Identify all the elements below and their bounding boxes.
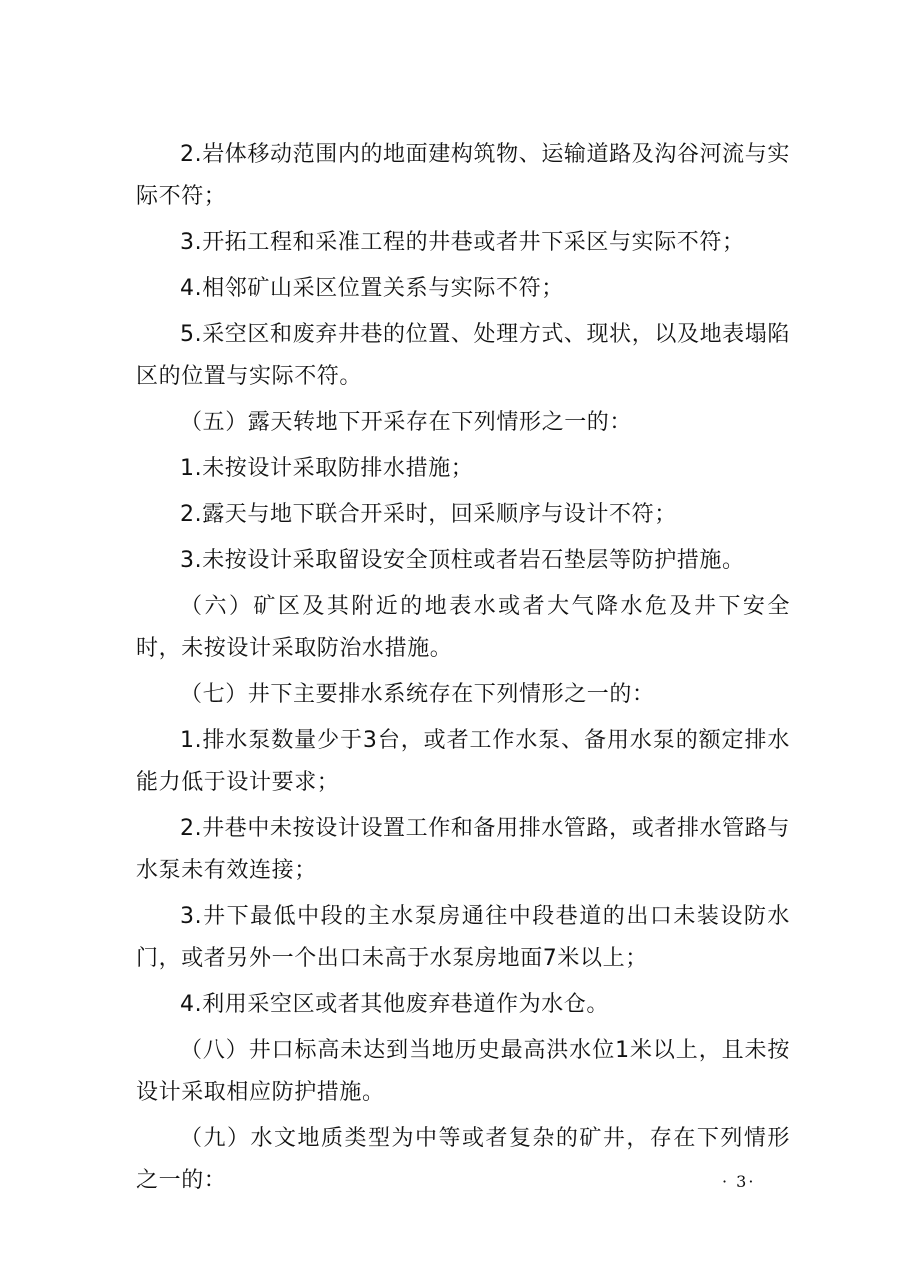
section-heading: （七）井下主要排水系统存在下列情形之一的：	[180, 682, 655, 707]
paragraph: 5.采空区和废弃井巷的位置、处理方式、现状，以及地表塌陷区的位置与实际不符。	[136, 322, 790, 389]
paragraph: 2.露天与地下联合开采时，回采顺序与设计不符；	[180, 502, 677, 527]
document-body	[136, 134, 790, 1206]
section-heading: （八）井口标高未达到当地历史最高洪水位1米以上，且未按设计采取相应防护措施。	[136, 1038, 790, 1105]
page-number: · 3·	[722, 1172, 756, 1191]
paragraph: 3.井下最低中段的主水泵房通往中段巷道的出口未装设防水门，或者另外一个出口未高于水泵房地面7米以上；	[136, 904, 790, 971]
paragraph: 4.利用采空区或者其他废弃巷道作为水仓。	[180, 992, 609, 1017]
paragraph: 2.井巷中未按设计设置工作和备用排水管路，或者排水管路与水泵未有效连接；	[136, 816, 790, 883]
paragraph: 3.未按设计采取留设安全顶柱或者岩石垫层等防护措施。	[180, 548, 745, 573]
section-heading: （五）露天转地下开采存在下列情形之一的：	[180, 410, 633, 435]
paragraph: 3.开拓工程和采准工程的井巷或者井下采区与实际不符；	[180, 230, 745, 255]
paragraph: 1.未按设计采取防排水措施；	[180, 456, 474, 481]
paragraph: 1.排水泵数量少于3台，或者工作水泵、备用水泵的额定排水能力低于设计要求；	[136, 728, 790, 795]
section-heading: （九）水文地质类型为中等或者复杂的矿井，存在下列情形之一的：	[136, 1126, 790, 1193]
paragraph: 4.相邻矿山采区位置关系与实际不符；	[180, 276, 564, 301]
section-heading: （六）矿区及其附近的地表水或者大气降水危及井下安全时，未按设计采取防治水措施。	[136, 594, 790, 661]
paragraph: 2.岩体移动范围内的地面建构筑物、运输道路及沟谷河流与实际不符；	[136, 142, 790, 209]
